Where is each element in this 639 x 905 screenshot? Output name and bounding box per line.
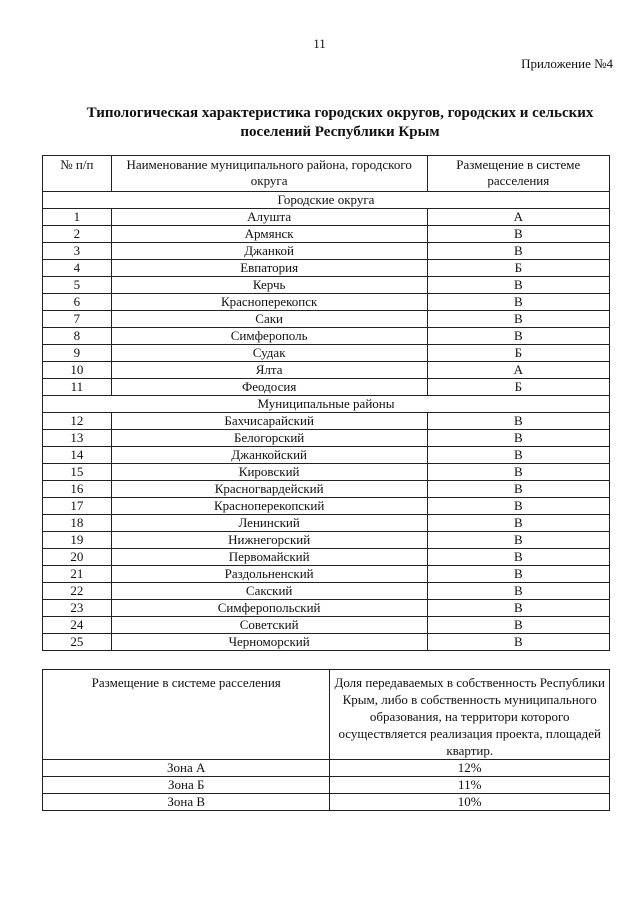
row-number: 25 bbox=[43, 634, 112, 651]
municipality-name: Сакский bbox=[111, 583, 427, 600]
placement-zone: В bbox=[427, 600, 609, 617]
placement-zone: В bbox=[427, 430, 609, 447]
table-row bbox=[43, 549, 610, 566]
municipality-name: Нижнегорский bbox=[111, 532, 427, 549]
zones-table-body bbox=[43, 670, 610, 811]
row-number: 16 bbox=[43, 481, 112, 498]
placement-zone: В bbox=[427, 583, 609, 600]
municipality-name: Симферополь bbox=[111, 328, 427, 345]
municipality-name: Ленинский bbox=[111, 515, 427, 532]
municipality-name: Керчь bbox=[111, 277, 427, 294]
row-number: 4 bbox=[43, 260, 112, 277]
row-number: 3 bbox=[43, 243, 112, 260]
row-number: 1 bbox=[43, 209, 112, 226]
placement-zone: В bbox=[427, 617, 609, 634]
zones-table bbox=[42, 669, 610, 811]
municipality-name: Красноперекопск bbox=[111, 294, 427, 311]
municipality-name: Кировский bbox=[111, 464, 427, 481]
appendix-label: Приложение №4 bbox=[521, 56, 613, 71]
row-number: 11 bbox=[43, 379, 112, 396]
table-row bbox=[43, 498, 610, 515]
placement-zone: В bbox=[427, 566, 609, 583]
zone-share: 12% bbox=[330, 760, 610, 777]
municipality-name: Первомайский bbox=[111, 549, 427, 566]
zone-share: 11% bbox=[330, 777, 610, 794]
municipality-name: Евпатория bbox=[111, 260, 427, 277]
row-number: 24 bbox=[43, 617, 112, 634]
table-row bbox=[43, 617, 610, 634]
row-number: 13 bbox=[43, 430, 112, 447]
row-number: 21 bbox=[43, 566, 112, 583]
row-number: 20 bbox=[43, 549, 112, 566]
table-row bbox=[43, 379, 610, 396]
placement-zone: Б bbox=[427, 260, 609, 277]
table-row bbox=[43, 515, 610, 532]
table-row bbox=[43, 243, 610, 260]
row-number: 7 bbox=[43, 311, 112, 328]
row-number: 2 bbox=[43, 226, 112, 243]
row-number: 8 bbox=[43, 328, 112, 345]
section-row bbox=[43, 396, 610, 413]
row-number: 23 bbox=[43, 600, 112, 617]
placement-zone: В bbox=[427, 311, 609, 328]
table-row bbox=[43, 362, 610, 379]
municipality-name: Красногвардейский bbox=[111, 481, 427, 498]
placement-zone: В bbox=[427, 515, 609, 532]
placement-zone: В bbox=[427, 328, 609, 345]
row-number: 10 bbox=[43, 362, 112, 379]
municipality-name: Саки bbox=[111, 311, 427, 328]
municipality-name: Раздольненский bbox=[111, 566, 427, 583]
zone-share: 10% bbox=[330, 794, 610, 811]
municipality-name: Джанкой bbox=[111, 243, 427, 260]
section-title: Городские округа bbox=[43, 192, 610, 209]
municipality-name: Судак bbox=[111, 345, 427, 362]
zone-name: Зона А bbox=[43, 760, 330, 777]
placement-zone: В bbox=[427, 277, 609, 294]
municipality-name: Симферопольский bbox=[111, 600, 427, 617]
zone-row bbox=[43, 794, 610, 811]
table-row bbox=[43, 600, 610, 617]
table-row bbox=[43, 311, 610, 328]
municipality-name: Красноперекопский bbox=[111, 498, 427, 515]
placement-zone: В bbox=[427, 243, 609, 260]
table-row bbox=[43, 583, 610, 600]
placement-zone: Б bbox=[427, 379, 609, 396]
municipality-name: Джанкойский bbox=[111, 447, 427, 464]
row-number: 17 bbox=[43, 498, 112, 515]
document-title: Типологическая характеристика городских округов, городских и сельских поселений Республики Крым bbox=[86, 105, 594, 140]
placement-zone: В bbox=[427, 549, 609, 566]
placement-zone: А bbox=[427, 362, 609, 379]
header-placement: Размещение в системе расселения bbox=[427, 156, 609, 192]
municipality-name: Черноморский bbox=[111, 634, 427, 651]
placement-zone: В bbox=[427, 532, 609, 549]
placement-zone: В bbox=[427, 413, 609, 430]
table-row bbox=[43, 566, 610, 583]
municipality-name: Советский bbox=[111, 617, 427, 634]
table-row bbox=[43, 328, 610, 345]
municipality-name: Феодосия bbox=[111, 379, 427, 396]
row-number: 12 bbox=[43, 413, 112, 430]
municipality-name: Бахчисарайский bbox=[111, 413, 427, 430]
zone-row bbox=[43, 760, 610, 777]
table-row bbox=[43, 294, 610, 311]
header-name: Наименование муниципального района, городского округа bbox=[111, 156, 427, 192]
placement-zone: В bbox=[427, 294, 609, 311]
table-row bbox=[43, 430, 610, 447]
placement-zone: В bbox=[427, 498, 609, 515]
zones-header-row bbox=[43, 670, 610, 760]
placement-zone: В bbox=[427, 634, 609, 651]
row-number: 22 bbox=[43, 583, 112, 600]
placement-zone: В bbox=[427, 226, 609, 243]
header-number: № п/п bbox=[43, 156, 112, 192]
municipality-name: Армянск bbox=[111, 226, 427, 243]
row-number: 5 bbox=[43, 277, 112, 294]
zone-row bbox=[43, 777, 610, 794]
zone-name: Зона В bbox=[43, 794, 330, 811]
typology-table bbox=[42, 155, 610, 651]
placement-zone: В bbox=[427, 481, 609, 498]
placement-zone: В bbox=[427, 447, 609, 464]
table-row bbox=[43, 260, 610, 277]
zones-header-placement: Размещение в системе расселения bbox=[43, 670, 330, 760]
municipality-name: Ялта bbox=[111, 362, 427, 379]
section-row bbox=[43, 192, 610, 209]
table-row bbox=[43, 413, 610, 430]
table-row bbox=[43, 209, 610, 226]
table-row bbox=[43, 345, 610, 362]
row-number: 9 bbox=[43, 345, 112, 362]
table-row bbox=[43, 277, 610, 294]
zone-name: Зона Б bbox=[43, 777, 330, 794]
municipality-name: Алушта bbox=[111, 209, 427, 226]
zones-header-share: Доля передаваемых в собственность Республики Крым, либо в собственность муниципального образования, на территори которого осуществляется реализация проекта, площадей квартир. bbox=[330, 670, 610, 760]
table-row bbox=[43, 447, 610, 464]
page-number: 11 bbox=[313, 36, 326, 51]
row-number: 18 bbox=[43, 515, 112, 532]
placement-zone: Б bbox=[427, 345, 609, 362]
municipality-name: Белогорский bbox=[111, 430, 427, 447]
row-number: 15 bbox=[43, 464, 112, 481]
table-row bbox=[43, 464, 610, 481]
table-row bbox=[43, 226, 610, 243]
row-number: 6 bbox=[43, 294, 112, 311]
table-row bbox=[43, 481, 610, 498]
placement-zone: А bbox=[427, 209, 609, 226]
row-number: 14 bbox=[43, 447, 112, 464]
table-header-row bbox=[43, 156, 610, 192]
table-row bbox=[43, 532, 610, 549]
table-row bbox=[43, 634, 610, 651]
row-number: 19 bbox=[43, 532, 112, 549]
placement-zone: В bbox=[427, 464, 609, 481]
typology-table-body bbox=[43, 156, 610, 651]
section-title: Муниципальные районы bbox=[43, 396, 610, 413]
